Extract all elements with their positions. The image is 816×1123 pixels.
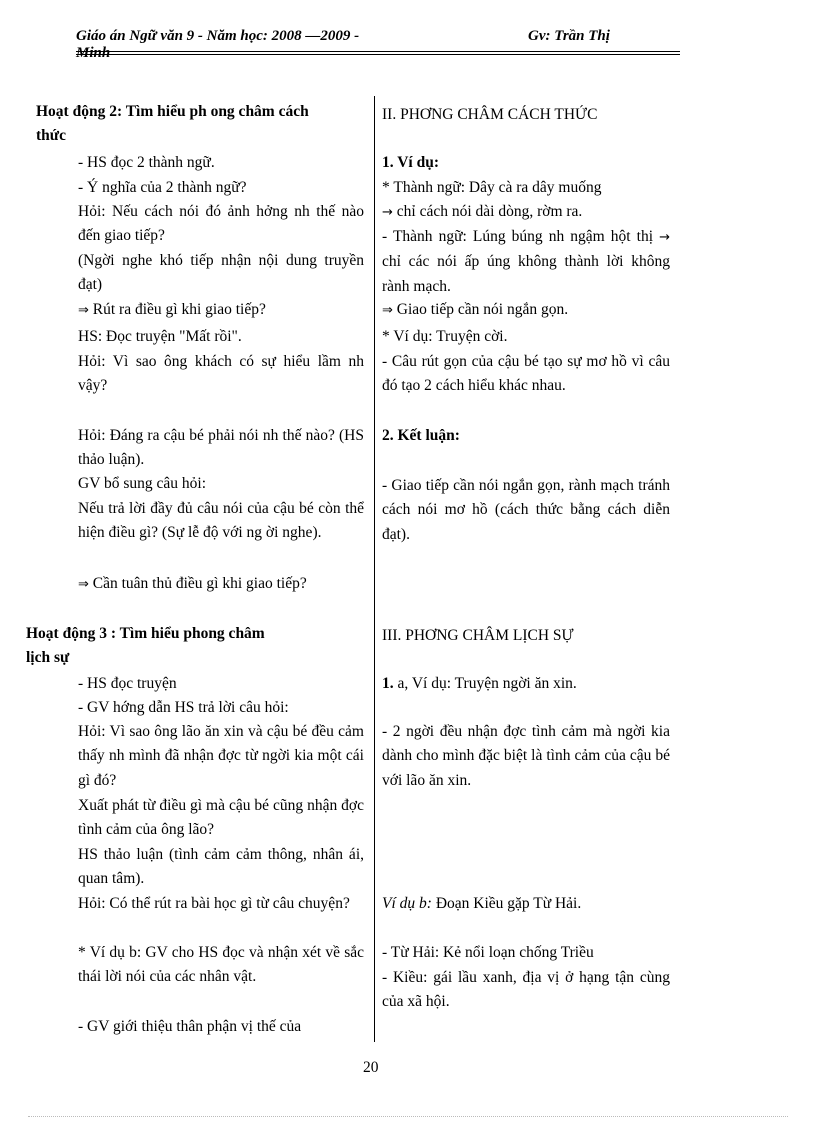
list-item: * Ví dụ: Truyện cời. [382,328,508,345]
list-item: Hỏi: Vì sao ông khách có sự hiểu lầm nh vậy? [78,353,364,395]
list-item: Hỏi: Đáng ra cậu bé phải nói nh thế nào? (HS thảo luận). [78,427,364,469]
list-item: Hỏi: Có thể rút ra bài học gì từ câu chuyện? [78,895,350,912]
list-item: - HS đọc 2 thành ngữ. [78,154,215,171]
list-item: (Ngời nghe khó tiếp nhận nội dung truyền đạt) [78,252,364,294]
page-header [76,29,680,63]
section-heading: III. PHƠNG CHÂM LỊCH SỰ [382,627,574,644]
list-item: - 2 ngời đều nhận đợc tình cảm mà ngời kia dành cho mình đặc biệt là tình cảm của cậu bé với lão ăn xin. [382,723,670,789]
list-item: GV bổ sung câu hỏi: [78,475,207,492]
page-number: 20 [363,1059,379,1076]
list-item: HS: Đọc truyện "Mất rồi". [78,328,242,345]
list-item: - Từ Hải: Kẻ nổi loạn chống Triều [382,944,594,961]
list-item: ⇒ Cần tuân thủ điều gì khi giao tiếp? [78,575,307,592]
list-item: - Thành ngữ: Lúng búng nh ngậm hột thị → chỉ các nói ấp úng không thành lời không rành mạch. [382,228,671,295]
list-item: * Thành ngữ: Dây cà ra dây muống [382,179,602,196]
activity-2-heading: Hoạt động 2: Tìm hiểu ph ong châm cách thức [36,103,309,145]
section-heading: II. PHƠNG CHÂM CÁCH THỨC [382,106,598,123]
header-title: Giáo án Ngữ văn 9 - Năm học: 2008 —2009 - [76,28,360,44]
list-item: Ví dụ b: Đoạn Kiều gặp Từ Hải. [382,895,582,912]
activity-3-heading: Hoạt động 3 : Tìm hiểu phong châm lịch sự [26,625,265,667]
column-divider [374,96,375,1042]
list-item: ⇒ Giao tiếp cần nói ngắn gọn. [382,301,569,318]
header-teacher: Gv: Trần Thị [528,28,610,44]
list-item: Hỏi: Vì sao ông lão ăn xin và cậu bé đều cảm thấy nh mình đã nhận đợc từ ngời kia một cái gì đó? [78,723,364,789]
header-rule [76,51,680,52]
double-arrow-icon: ⇒ [78,303,89,318]
page-bottom-border [28,1116,788,1117]
list-item: Nếu trả lời đầy đủ câu nói của cậu bé còn thể hiện điều gì? (Sự lễ độ với ng ời nghe). [78,500,364,542]
list-item: Xuất phát từ điều gì mà cậu bé cũng nhận đợc tình cảm của ông lão? [78,797,364,839]
list-item: 1. a, Ví dụ: Truyện ngời ăn xin. [382,675,577,692]
list-item: - GV hớng dẫn HS trả lời câu hỏi: [78,699,289,716]
list-item: - Ý nghĩa của 2 thành ngữ? [78,179,247,196]
list-item: * Ví dụ b: GV cho HS đọc và nhận xét về sắc thái lời nói của các nhân vật. [78,944,364,986]
list-item: - HS đọc truyện [78,675,177,692]
list-item: - GV giới thiệu thân phận vị thế của [78,1018,302,1035]
list-item: Hỏi: Nếu cách nói đó ảnh hởng nh thế nào đến giao tiếp? [78,203,364,245]
list-item: - Kiều: gái lầu xanh, địa vị ở hạng tận cùng của xã hội. [382,969,670,1011]
subsection-heading: 1. Ví dụ: [382,154,439,171]
list-item: - Giao tiếp cần nói ngắn gọn, rành mạch tránh cách nói mơ hồ (cách thức bằng cách diễn đạt). [382,477,670,543]
arrow-right-icon: → [659,230,671,245]
arrow-right-icon: → [382,205,393,220]
double-arrow-icon: ⇒ [78,577,89,592]
double-arrow-icon: ⇒ [382,303,393,318]
list-item: HS thảo luận (tình cảm cảm thông, nhân ái, quan tâm). [78,846,364,888]
list-item: → chỉ cách nói dài dòng, rờm ra. [382,203,583,220]
header-rule-second [76,54,680,55]
header-teacher-wrap: Minh [76,45,111,61]
subsection-heading: 2. Kết luận: [382,427,460,444]
list-item: - Câu rút gọn của cậu bé tạo sự mơ hồ vì câu đó tạo 2 cách hiểu khác nhau. [382,353,670,395]
list-item: ⇒ Rút ra điều gì khi giao tiếp? [78,301,266,318]
